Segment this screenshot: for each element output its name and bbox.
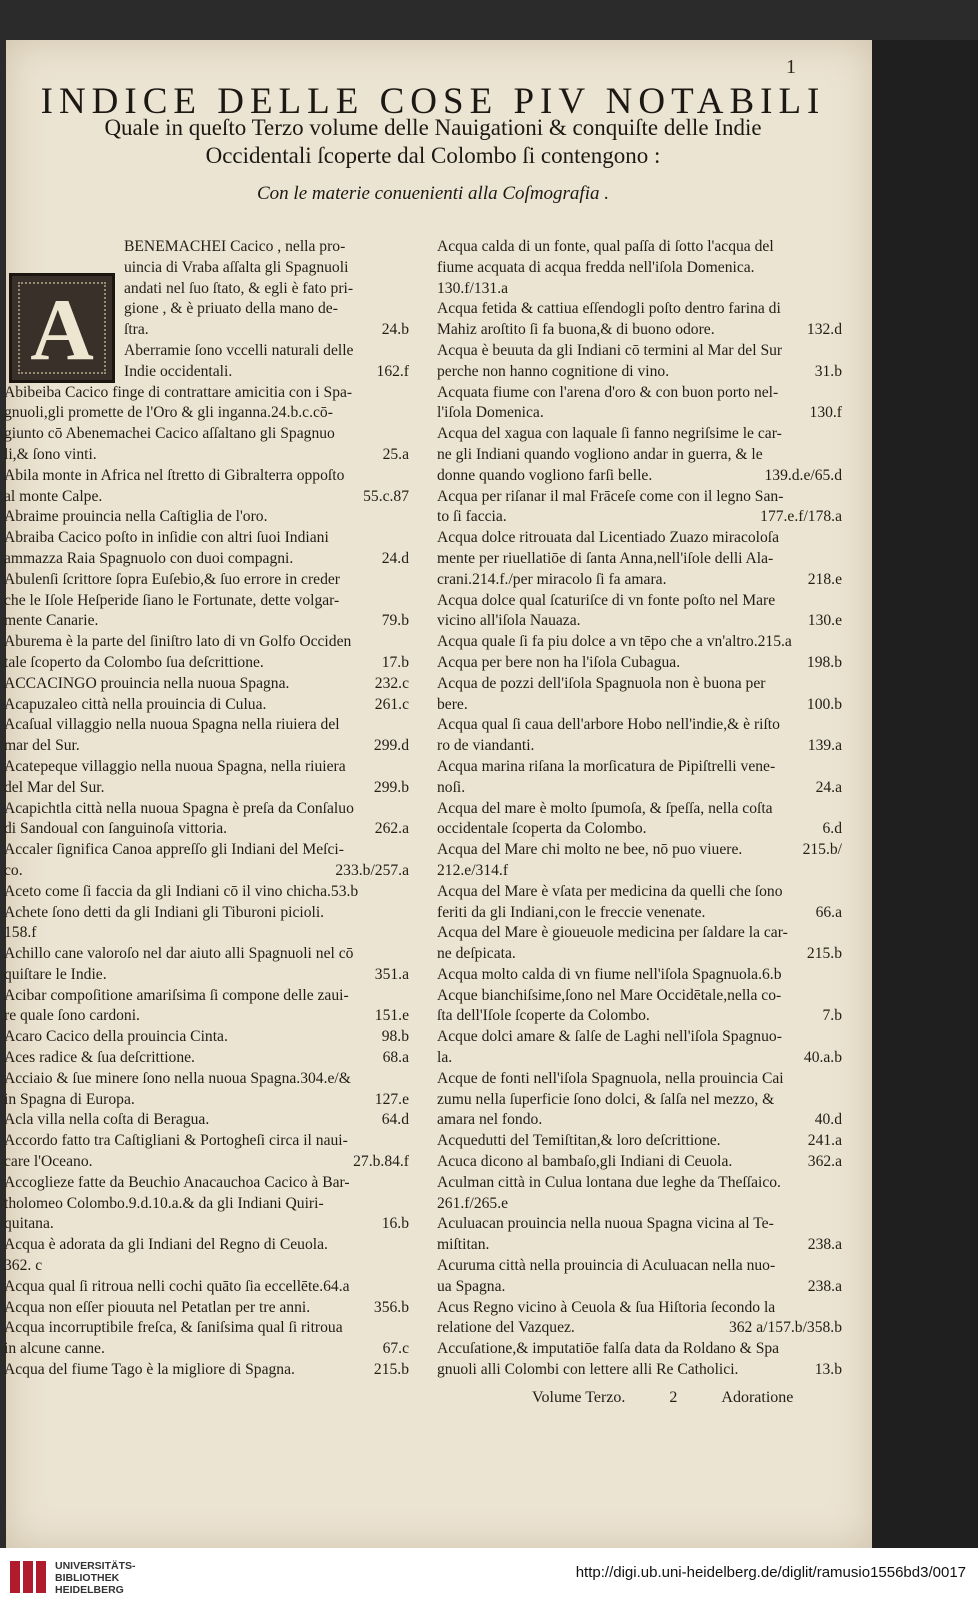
index-entry-line: [437, 1214, 842, 1235]
subtitle-line-3: Con le materie conuenienti alla Coſmografia .: [257, 183, 609, 204]
entry-reference: 7.b: [822, 1007, 842, 1025]
index-entry-line: [4, 383, 409, 404]
entry-text: in Spagna di Europa.: [4, 1090, 135, 1108]
entry-reference: 362 a/157.b/358.b: [728, 1319, 842, 1337]
entry-text: ua Spagna.: [437, 1277, 506, 1295]
entry-text: ſta dell'Iſole ſcoperte da Colombo.: [437, 1007, 650, 1025]
entry-reference: 215.b/: [802, 841, 842, 859]
index-entry-line: [437, 1090, 842, 1111]
index-entry-line: [4, 487, 409, 508]
entry-text: vicino all'iſola Nauaza.: [437, 612, 581, 630]
index-entry-line: [437, 611, 842, 632]
index-entry-line: [437, 840, 842, 861]
index-entry-line: [4, 570, 409, 591]
index-entry-line: [437, 632, 842, 653]
library-name-line: HEIDELBERG: [55, 1584, 124, 1596]
entry-text: Acqua del fiume Tago è la migliore di Spagna.: [4, 1361, 295, 1379]
entry-text: Acqua molto calda di vn fiume nell'iſola Spagnuola.6.b: [437, 965, 782, 983]
entry-text: Aculuacan prouincia nella nuoua Spagna vicina al Te-: [437, 1215, 774, 1233]
index-entry-line: [4, 1110, 409, 1131]
entry-reference: 130.f: [809, 404, 842, 422]
entry-text: uincia di Vraba aſſalta gli Spagnuoli: [124, 258, 349, 276]
entry-text: ſtra.: [124, 321, 149, 339]
index-entry-line: [4, 1069, 409, 1090]
entry-text: relatione del Vazquez.: [437, 1319, 575, 1337]
index-entry-line: [437, 591, 842, 612]
index-entry-line: [4, 819, 409, 840]
index-entry-line: [437, 965, 842, 986]
index-entry-line: [4, 840, 409, 861]
index-entry-line: [437, 1194, 842, 1215]
index-entry-line: [437, 320, 842, 341]
permalink-url[interactable]: http://digi.ub.uni-heidelberg.de/diglit/ramusio1556bd3/0017: [575, 1564, 966, 1581]
entry-text: to ſi faccia.: [437, 508, 507, 526]
entry-text: 261.f/265.e: [437, 1194, 509, 1212]
index-entry-line: [4, 1360, 409, 1381]
entry-text: l'iſola Domenica.: [437, 404, 544, 422]
entry-text: Acibar compoſitione amariſsima ſi compone delle zaui-: [4, 986, 349, 1004]
library-logo-icon: [8, 1557, 48, 1597]
index-entry-line: [437, 778, 842, 799]
entry-reference: 100.b: [806, 695, 842, 713]
index-entry-line: [4, 237, 409, 258]
entry-text: 130.f/131.a: [437, 279, 509, 297]
entry-reference: 40.d: [814, 1111, 842, 1129]
index-entry-line: [437, 487, 842, 508]
entry-text: Acqua de pozzi dell'iſola Spagnuola non è buona per: [437, 674, 766, 692]
entry-text: Acqua per riſanar il mal Frāceſe come con il legno San-: [437, 487, 784, 505]
entry-text: Abraime prouincia nella Caſtiglia de l'oro.: [4, 508, 268, 526]
entry-text: mente per riuellatiōe di ſanta Anna,nell'iſole delli Ala-: [437, 549, 774, 567]
index-title: INDICE DELLE COSE PIV NOTABILI: [40, 81, 826, 122]
index-entry-line: [437, 1298, 842, 1319]
index-entry-line: [4, 778, 409, 799]
entry-text: Mahiz aroſtito ſi fa buona,& di buono odore.: [437, 321, 715, 339]
entry-reference: 79.b: [381, 612, 409, 630]
index-entry-line: [437, 299, 842, 320]
entry-text: ne deſpicata.: [437, 945, 516, 963]
entry-text: Acquedutti del Temiſtitan,& loro deſcrittione.: [437, 1132, 721, 1150]
entry-text: Acqua del Mare è vſata per medicina da quelli che ſono: [437, 882, 783, 900]
index-entry-line: [437, 1152, 842, 1173]
entry-text: Acqua dolce qual ſcaturiſce di vn fonte poſto nel Mare: [437, 591, 776, 609]
entry-text: Acqua dolce ritrouata dal Licentiado Zuazo miracoloſa: [437, 529, 780, 547]
entry-reference: 261.c: [374, 695, 409, 713]
entry-text: in alcune canne.: [4, 1340, 105, 1358]
index-entry-line: [437, 570, 842, 591]
entry-text: Acciaio & ſue minere ſono nella nuoua Spagna.304.e/&: [4, 1069, 351, 1087]
index-entry-line: [437, 237, 842, 258]
entry-text: andati nel ſuo ſtato, & egli è fato pri-: [124, 279, 354, 297]
index-entry-line: [4, 1235, 409, 1256]
index-entry-line: [4, 466, 409, 487]
entry-reference: 132.d: [806, 321, 842, 339]
index-entry-line: [4, 1256, 409, 1277]
entry-reference: 356.b: [373, 1298, 409, 1316]
entry-text: zumu nella ſuperficie ſono dolci, & ſalſa nel mezzo, &: [437, 1090, 775, 1108]
index-entry-line: [4, 424, 409, 445]
index-entry-line: [4, 965, 409, 986]
index-entry-line: [4, 1090, 409, 1111]
index-entry-line: [437, 1318, 842, 1339]
entry-text: amara nel fondo.: [437, 1111, 543, 1129]
entry-reference: 238.a: [807, 1277, 842, 1295]
entry-text: quitana.: [4, 1215, 54, 1233]
entry-text: gnuoli alli Colombi con lettere alli Re Catholici.: [437, 1361, 739, 1379]
entry-text: Abulenſi ſcrittore ſopra Euſebio,& ſuo errore in creder: [4, 570, 341, 588]
index-entry-line: [4, 715, 409, 736]
entry-text: Acus Regno vicino à Ceuola & ſua Hiſtoria ſecondo la: [437, 1298, 776, 1316]
entry-text: che le Iſole Heſperide ſiano le Fortunate, dette volgar-: [4, 591, 340, 609]
index-entry-line: [437, 1006, 842, 1027]
entry-text: di Sandoual con ſanguinoſa vittoria.: [4, 820, 228, 838]
volume-label: Volume Terzo.: [532, 1389, 626, 1406]
entry-reference: 139.d.e/65.d: [764, 466, 842, 484]
index-entry-line: [437, 403, 842, 424]
entry-reference: 177.e.f/178.a: [760, 508, 842, 526]
entry-text: Acqua incorruptibile freſca, & ſaniſsima qual ſi ritroua: [4, 1319, 343, 1337]
index-entry-line: [437, 383, 842, 404]
entry-reference: 27.b.84.f: [353, 1153, 409, 1171]
entry-reference: 215.b: [373, 1361, 409, 1379]
entry-text: gnuoli,gli promette de l'Oro & gli inganna.24.b.c.cō-: [4, 404, 333, 422]
index-entry-line: [437, 1360, 842, 1381]
entry-text: Achete ſono detti da gli Indiani gli Tiburoni picioli.: [4, 903, 325, 921]
index-entry-line: [437, 757, 842, 778]
entry-text: bere.: [437, 695, 468, 713]
index-entry-line: [4, 507, 409, 528]
index-entry-line: [437, 986, 842, 1007]
entry-reference: 67.c: [382, 1340, 409, 1358]
entry-text: Acqua del xagua con laquale ſi fanno negriſsime le car-: [437, 425, 782, 443]
entry-text: al monte Calpe.: [4, 487, 103, 505]
index-entry-line: [4, 757, 409, 778]
index-entry-line: [4, 1048, 409, 1069]
entry-text: Achillo cane valoroſo nel dar aiuto alli Spagnuoli nel cō: [4, 945, 354, 963]
entry-reference: 55.c.87: [363, 487, 409, 505]
entry-text: Indie occidentali.: [124, 362, 233, 380]
entry-text: del Mar del Sur.: [4, 778, 105, 796]
entry-text: Aberramie ſono vccelli naturali delle: [124, 341, 354, 359]
entry-reference: 24.d: [381, 549, 409, 567]
entry-reference: 16.b: [381, 1215, 409, 1233]
entry-reference: 299.d: [373, 737, 409, 755]
index-entry-line: [437, 923, 842, 944]
index-entry-line: [437, 1339, 842, 1360]
entry-text: la.: [437, 1049, 453, 1067]
entry-text: Acapichtla città nella nuoua Spagna è preſa da Conſaluo: [4, 799, 354, 817]
entry-text: Acuruma città nella prouincia di Aculuacan nella nuo-: [437, 1257, 776, 1275]
index-entry-line: [4, 403, 409, 424]
entry-reference: 241.a: [807, 1132, 842, 1150]
entry-reference: 232.c: [374, 674, 409, 692]
index-entry-line: [437, 424, 842, 445]
entry-reference: 17.b: [381, 653, 409, 671]
index-entry-line: [437, 1110, 842, 1131]
entry-reference: 362.a: [807, 1153, 842, 1171]
library-name: [55, 1560, 136, 1596]
index-entry-line: [4, 445, 409, 466]
entry-text: Acqua è beuuta da gli Indiani cō termini al Mar del Sur: [437, 341, 783, 359]
index-entry-line: [4, 695, 409, 716]
signature-mark: 2: [669, 1389, 678, 1406]
entry-reference: 151.e: [374, 1007, 409, 1025]
entry-text: mente Canarie.: [4, 612, 99, 630]
entry-reference: 98.b: [381, 1028, 409, 1046]
entry-reference: 6.d: [822, 820, 842, 838]
entry-text: Aces radice & ſua deſcrittione.: [4, 1049, 195, 1067]
entry-reference: 24.a: [815, 778, 842, 796]
entry-text: Acquata fiume con l'arena d'oro & con buon porto nel-: [437, 383, 779, 401]
entry-text: noſi.: [437, 778, 466, 796]
entry-reference: 215.b: [806, 945, 842, 963]
entry-text: Accuſatione,& imputatiōe falſa data da Roldano & Spa: [437, 1340, 780, 1358]
index-entry-line: [4, 1194, 409, 1215]
entry-reference: 351.a: [374, 965, 409, 983]
index-entry-line: [437, 736, 842, 757]
index-entry-line: [4, 1027, 409, 1048]
entry-text: Acapuzaleo città nella prouincia di Culua.: [4, 695, 267, 713]
index-entry-line: [437, 258, 842, 279]
index-entry-line: [437, 279, 842, 300]
entry-reference: 238.a: [807, 1236, 842, 1254]
entry-text: BENEMACHEI Cacico , nella pro-: [124, 238, 346, 255]
entry-text: Acuca dicono al bambaſo,gli Indiani di Ceuola.: [437, 1153, 733, 1171]
initial-letter: A: [30, 282, 94, 379]
entry-text: 158.f: [4, 924, 37, 942]
library-name-line: BIBLIOTHEK: [55, 1572, 120, 1584]
index-entry-line: [437, 819, 842, 840]
entry-text: Abraiba Cacico poſto in inſidie con altri ſuoi Indiani: [4, 529, 329, 547]
entry-text: crani.214.f./per miracolo ſi fa amara.: [437, 570, 667, 588]
index-entry-line: [4, 1318, 409, 1339]
entry-text: re quale ſono cardoni.: [4, 1007, 140, 1025]
index-entry-line: [4, 528, 409, 549]
entry-text: Abila monte in Africa nel ſtretto di Gibralterra oppoſto: [4, 466, 345, 484]
entry-reference: 127.e: [374, 1090, 409, 1108]
entry-text: ro de viandanti.: [437, 737, 535, 755]
scan-edge: [872, 40, 978, 1548]
entry-text: Accaler ſignifica Canoa appreſſo gli Indiani del Meſci-: [4, 841, 344, 859]
index-entry-line: [4, 549, 409, 570]
index-entry-line: [437, 1256, 842, 1277]
index-entry-line: [437, 674, 842, 695]
entry-reference: 130.e: [807, 612, 842, 630]
entry-text: ACCACINGO prouincia nella nuoua Spagna.: [4, 674, 290, 692]
entry-text: tale ſcoperto da Colombo ſua deſcrittione.: [4, 653, 264, 671]
index-entry-line: [4, 944, 409, 965]
entry-text: Aburema è la parte del ſiniſtro lato di vn Golfo Occiden: [4, 633, 352, 651]
index-entry-line: [4, 1339, 409, 1360]
index-entry-line: [4, 1277, 409, 1298]
index-entry-line: [4, 736, 409, 757]
index-entry-line: [4, 799, 409, 820]
entry-reference: 162.f: [376, 362, 409, 380]
entry-text: Acqua quale ſi fa piu dolce a vn tēpo che a vn'altro.215.a: [437, 633, 792, 651]
entry-reference: 64.d: [381, 1111, 409, 1129]
index-entry-line: [437, 445, 842, 466]
entry-text: Acla villa nella coſta di Beragua.: [4, 1111, 210, 1129]
entry-text: tholomeo Colombo.9.d.10.a.& da gli Indiani Quiri-: [4, 1194, 324, 1212]
entry-text: Acqua fetida & cattiua eſſendogli poſto dentro farina di: [437, 300, 781, 318]
index-entry-line: [437, 528, 842, 549]
entry-text: Acqua calda di un fonte, qual paſſa di ſotto l'acqua del: [437, 238, 774, 255]
entry-text: Accoglieze fatte da Beuchio Anacauchoa Cacico à Bar-: [4, 1173, 350, 1191]
index-entry-line: [437, 362, 842, 383]
entry-reference: 40.a.b: [803, 1049, 842, 1067]
entry-reference: 233.b/257.a: [335, 861, 409, 879]
entry-text: perche non hanno cognitione di vino.: [437, 362, 670, 380]
left-column: [4, 237, 409, 1381]
index-entry-line: [4, 923, 409, 944]
entry-text: Accordo fatto tra Caſtigliani & Portogheſi circa il naui-: [4, 1132, 348, 1150]
entry-text: Acqua qual ſi caua dell'arbore Hobo nell'indie,& è riſto: [437, 716, 780, 734]
entry-text: li,& ſono vinti.: [4, 445, 97, 463]
entry-text: Acqua del Mare chi molto ne bee, nō puo viuere.: [437, 841, 743, 859]
index-entry-line: [437, 799, 842, 820]
index-entry-line: [4, 882, 409, 903]
index-entry-line: [4, 903, 409, 924]
catchword: Adoratione: [721, 1389, 794, 1406]
entry-text: Acque dolci amare & ſalſe de Laghi nell'iſola Spagnuo-: [437, 1028, 782, 1046]
entry-text: Acqua marina riſana la morſicatura de Pipiſtrelli vene-: [437, 757, 776, 775]
entry-text: quiſtare le Indie.: [4, 965, 107, 983]
entry-text: Acque bianchiſsime,ſono nel Mare Occidētale,nella co-: [437, 986, 782, 1004]
entry-text: care l'Oceano.: [4, 1153, 93, 1171]
subtitle-line-2: Occidentali ſcoperte dal Colombo ſi contengono :: [205, 143, 661, 168]
index-entry-line: [4, 1152, 409, 1173]
entry-text: ammazza Raia Spagnuolo con duoi compagni.: [4, 549, 294, 567]
index-entry-line: [4, 1214, 409, 1235]
entry-text: Acque de fonti nell'iſola Spagnuola, nella prouincia Cai: [437, 1069, 784, 1087]
entry-reference: 262.a: [374, 820, 409, 838]
entry-text: donne quando vogliono farſi belle.: [437, 466, 653, 484]
entry-text: Acqua qual ſi ritroua nelli cochi quāto ſia eccellēte.64.a: [4, 1277, 350, 1295]
index-entry-line: [437, 653, 842, 674]
library-name-line: UNIVERSITÄTS-: [55, 1560, 136, 1572]
index-entry-line: [4, 1131, 409, 1152]
index-entry-line: [4, 1298, 409, 1319]
entry-reference: 24.b: [381, 321, 409, 339]
entry-text: Acqua per bere non ha l'iſola Cubagua.: [437, 653, 681, 671]
index-entry-line: [4, 591, 409, 612]
entry-text: fiume acquata di acqua fredda nell'iſola Domenica.: [437, 258, 755, 276]
entry-text: Acaro Cacico della prouincia Cinta.: [4, 1028, 228, 1046]
index-entry-line: [437, 1235, 842, 1256]
index-entry-line: [4, 1006, 409, 1027]
entry-reference: 25.a: [382, 445, 409, 463]
index-entry-line: [437, 549, 842, 570]
entry-text: giunto cō Abenemachei Cacico aſſaltano gli Spagnuo: [4, 425, 335, 443]
right-column: [437, 237, 842, 1381]
index-entry-line: [437, 1048, 842, 1069]
index-entry-line: [437, 1027, 842, 1048]
entry-text: ne gli Indiani quando vogliono andar in guerra, & le: [437, 445, 763, 463]
entry-text: Acqua è adorata da gli Indiani del Regno di Ceuola.: [4, 1236, 328, 1254]
index-entry-line: [437, 341, 842, 362]
index-entry-line: [4, 653, 409, 674]
index-entry-line: [4, 674, 409, 695]
subtitle-line-1: Quale in queſto Terzo volume delle Nauigationi & conquiſte delle Indie: [104, 115, 762, 140]
index-entry-line: [4, 861, 409, 882]
index-entry-line: [437, 1173, 842, 1194]
index-entry-line: [437, 466, 842, 487]
index-entry-line: [437, 1131, 842, 1152]
index-entry-line: [4, 611, 409, 632]
index-entry-line: [437, 944, 842, 965]
index-entry-line: [4, 632, 409, 653]
index-entry-line: [437, 695, 842, 716]
index-entry-line: [437, 507, 842, 528]
entry-text: 362. c: [4, 1257, 43, 1275]
entry-text: miſtitan.: [437, 1236, 490, 1254]
index-entry-line: [437, 903, 842, 924]
entry-text: gione , & è priuato della mano de-: [124, 300, 338, 318]
entry-text: Aceto come ſi faccia da gli Indiani cō il vino chicha.53.b: [4, 882, 359, 900]
entry-reference: 66.a: [815, 903, 842, 921]
entry-text: occidentale ſcoperta da Colombo.: [437, 820, 647, 838]
index-entry-line: [437, 1069, 842, 1090]
index-entry-line: [437, 861, 842, 882]
catchword-line: [532, 1389, 833, 1407]
entry-reference: 13.b: [814, 1361, 842, 1379]
index-entry-line: [4, 986, 409, 1007]
entry-reference: 198.b: [806, 653, 842, 671]
entry-text: feriti da gli Indiani,con le freccie venenate.: [437, 903, 706, 921]
entry-reference: 68.a: [382, 1049, 409, 1067]
entry-text: Acaſual villaggio nella nuoua Spagna nella riuiera del: [4, 716, 340, 734]
entry-text: Acqua non eſſer piouuta nel Petatlan per tre anni.: [4, 1298, 311, 1316]
entry-text: 212.e/314.f: [437, 861, 509, 879]
page-number: 1: [786, 56, 796, 78]
entry-text: co.: [4, 861, 23, 879]
entry-text: mar del Sur.: [4, 737, 80, 755]
entry-reference: 139.a: [807, 737, 842, 755]
entry-text: Acqua del Mare è gioueuole medicina per ſaldare la car-: [437, 924, 788, 942]
entry-text: Abibeiba Cacico finge di contrattare amicitia con i Spa-: [4, 383, 353, 401]
index-entry-line: [437, 715, 842, 736]
viewer-footer: [0, 1548, 978, 1622]
index-entry-line: [4, 1173, 409, 1194]
entry-text: Aculman città in Culua lontana due leghe da Theſſaico.: [437, 1173, 781, 1191]
entry-reference: 299.b: [373, 778, 409, 796]
index-entry-line: [437, 882, 842, 903]
index-entry-line: [437, 1277, 842, 1298]
entry-text: Acatepeque villaggio nella nuoua Spagna, nella riuiera: [4, 757, 346, 775]
entry-text: Acqua del mare è molto ſpumoſa, & ſpeſſa, nella coſta: [437, 799, 773, 817]
decorated-initial: [9, 273, 115, 383]
entry-reference: 218.e: [807, 570, 842, 588]
entry-reference: 31.b: [814, 362, 842, 380]
